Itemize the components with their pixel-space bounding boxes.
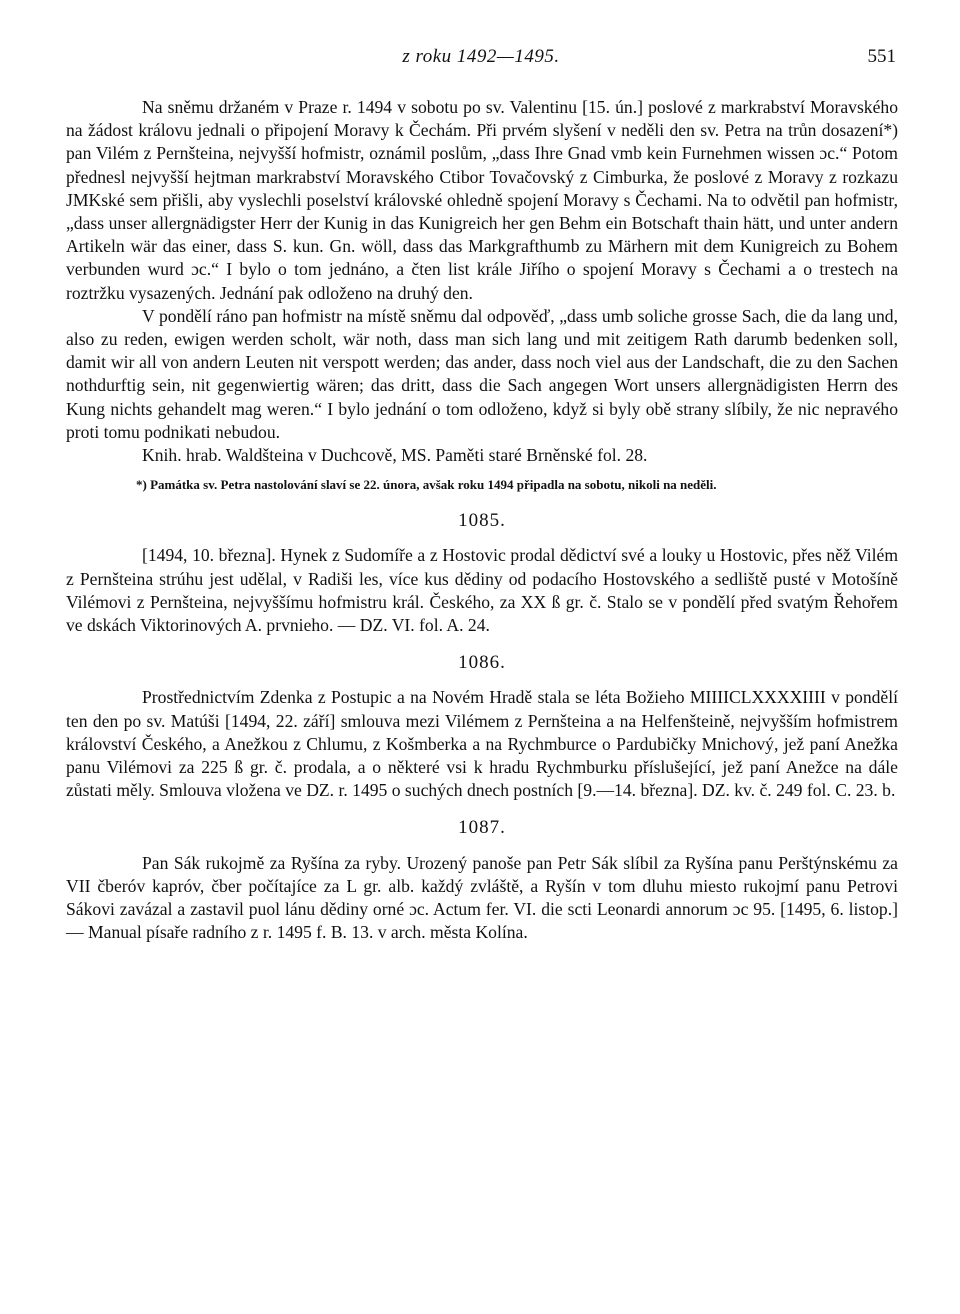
- page-number: 551: [867, 46, 896, 67]
- page-body: [66, 96, 898, 945]
- entry-text-1085: [1494, 10. března]. Hynek z Sudomíře a z Hostovic prodal dědictví své a louky u Hostovic, přes něž Vilém z Pernšteina strúhu jest udělal, v Radiši les, více kus dědiny od podacího Hostovského a sedliště pusté v Motošíně Vilémovi z Pernšteina, nejvyššímu hofmistru král. Českého, za XX ß gr. č. Stalo se v pondělí před svatým Řehořem ve dskách Viktorinových A. prvnieho. — DZ. VI. fol. A. 24.: [66, 545, 898, 636]
- entry-number-1087: 1087.: [458, 817, 506, 839]
- paragraph-sejm-1494: Na sněmu držaném v Praze r. 1494 v sobotu po sv. Valentinu [15. ún.] poslové z markrabství Moravského na žádost královu jednali o připojení Moravy k Čechám. Při prvém slyšení v neděli den sv. Petra na trůn dosazení*) pan Vilém z Pernšteina, nejvyšší hofmistr, oznámil poslům, „dass Ihre Gnad vmb kein Furnehmen wissen ɔc.“ Potom přednesl nejvyšší hejtman markrabství Moravského Ctibor Tovačovský z Cimburka, že poslové z Moravy z rozkazu JMKské sem přišli, aby vyslechli poselství královské ohledně spojení Moravy s Čechami. Na to odvětil pan hofmistr, „dass unser allergnädigster Herr der Kunig in das Kunigreich her gen Behm ein Botschaft thain hätt, und unter andern Artikeln wär das einer, dass S. kun. Gn. wöll, dass das Markgrafthumb zu Märhern mit dem Kunigreich zu Bohem verbunden wurd ɔc.“ I bylo o tom jednáno, a čten list krále Jiřího o spojení Moravy s Čechami a o trestech na roztržku vysazených. Jednání pak odloženo na druhý den.: [66, 97, 898, 303]
- entry-number-1085: 1085.: [458, 510, 506, 532]
- paragraph-monday-reply: V pondělí ráno pan hofmistr na místě sněmu dal odpověď, „dass umb soliche grosse Sach, die da lang und, also zu reden, ewigen werden scholt, wär noth, dass man sich lang und mit zeitigem Rath darumb bedenken soll, damit wir all von andern Leuten nit verspott werden; das ander, dass noch viel aus der Landschaft, die zu den Sachen nothdurftig sein, nit gegenwiertig wären; das dritt, dass die Sach angegen Wort unsers allergnädigisten Herrn des Kung nichts gehandelt mag weren.“ I bylo jednání o tom odloženo, když si byly obě strany slíbily, že nic nepravého proti tomu podnikati nebudou.: [66, 305, 898, 442]
- running-title: z roku 1492—1495.: [402, 46, 560, 67]
- source-citation: Knih. hrab. Waldšteina v Duchcově, MS. Paměti staré Brněnské fol. 28.: [142, 445, 648, 466]
- page-header: [66, 46, 896, 76]
- entry-text-1086: Prostřednictvím Zdenka z Postupic a na Novém Hradě stala se léta Božieho MIIIICLXXXXIIII v pondělí ten den po sv. Matúši [1494, 22. září] smlouva mezi Vilémem z Pernšteina a na Helfenšteině, nejvyšším hofmistrem království Českého, a Anežkou z Chlumu, z Košmberka a na Rychmburce o Pardubičky Mnichový, jež paní Anežka panu Vilémovi za 225 ß gr. č. prodala, a o některé vsi k hradu Rychmburku příslušející, jež paní Anežce na dále zůstati měly. Smlouva vložena ve DZ. r. 1495 o suchých dnech postních [9.—14. března]. DZ. kv. č. 249 fol. C. 23. b.: [66, 687, 898, 801]
- entry-number-1086: 1086.: [458, 652, 506, 674]
- footnote: *) Památka sv. Petra nastolování slaví se 22. února, avšak roku 1494 připadla na sobotu, nikoli na neděli.: [136, 477, 717, 493]
- entry-text-1087: Pan Sák rukojmě za Ryšína za ryby. Urozený panoše pan Petr Sák slíbil za Ryšína panu Perštýnskému za VII čberóv kapróv, čber počítajíce za L gr. alb. každý zvláště, a Ryšín v tom dluhu miesto rukojmí panu Petrovi Sákovi zavázal a zastavil puol lánu dědiny orné ɔc. Actum fer. VI. die scti Leonardi annorum ɔc 95. [1495, 6. listop.] — Manual písaře radního z r. 1495 f. B. 13. v arch. města Kolína.: [66, 852, 898, 943]
